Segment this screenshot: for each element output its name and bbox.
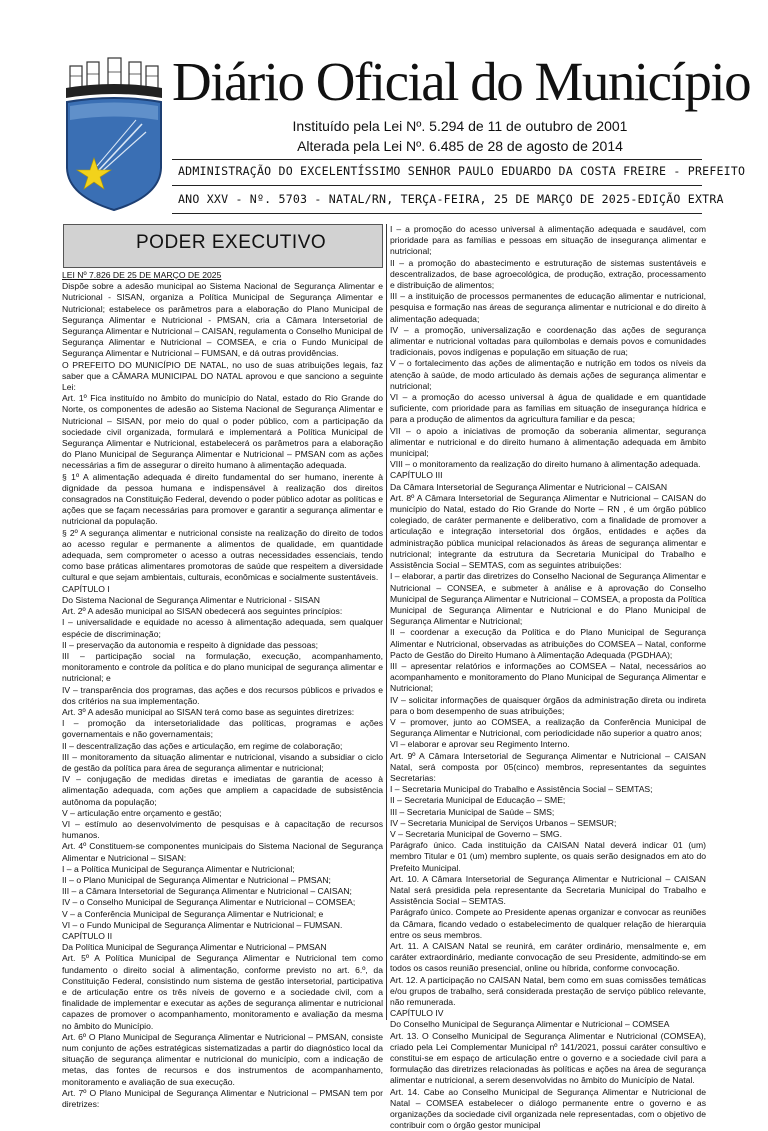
chapter-title: Do Sistema Nacional de Segurança Alimentar e Nutricional - SISAN [62, 594, 320, 605]
chapter-heading: Do Conselho Municipal de Segurança Alimentar e Nutricional – COMSEA [390, 1019, 670, 1030]
law-summary: Dispõe sobre a adesão municipal ao Sistema Nacional de Segurança Alimentar e Nutricional - SISAN, organiza a Política Municipal de Segurança Alimentar e Nutricional; estabelece os parâmetros para a elaboração do Plano Municipal de Segurança Alimentar e Nutricional - PMSAN, cria a Câmara Intersetorial de Segurança Alimentar e Nutricional – CAISAN, regulamenta o Conselho Municipal de Segurança Alimentar e Nutricional – COMSEA, e cria o Fundo Municipal de Segurança Alimentar e Nutricional – FUMSAN, e dá outras providências. [62, 281, 383, 359]
paragraph: Art. 14. Cabe ao Conselho Municipal de Segurança Alimentar e Nutricional de Natal – COMSEA estabelecer o diálogo permanente entre o governo e as organizações da sociedade civil organizada nele representadas, com o objetivo de contribuir com o órgão gestor municipal [390, 1086, 706, 1131]
paragraph: I – a promoção do acesso universal à alimentação adequada e saudável, com prioridade para as famílias e pessoas em situação de insegurança alimentar e nutricional; [390, 224, 706, 257]
paragraph: VIII – o monitoramento da realização do direito humano à alimentação adequada. [390, 459, 701, 470]
paragraph: II – preservação da autonomia e respeito à dignidade das pessoas; [62, 639, 319, 650]
chapter-heading: CAPÍTULO II [62, 930, 113, 941]
paragraph: Art. 9º A Câmara Intersetorial de Segurança Alimentar e Nutricional – CAISAN Natal, será composta por 05(cinco) membros, representantes da seguintes Secretarias: [390, 750, 706, 783]
paragraph: Art. 10. A Câmara Intersetorial de Segurança Alimentar e Nutricional – CAISAN Natal será presidida pela representante da Secretaria Municipal do Trabalho e Assistência Social – SEMTAS. [390, 873, 706, 907]
paragraph: IV – solicitar informações de quaisquer órgãos da administração direta ou indireta para o bom desempenho de suas atribuições; [390, 694, 706, 716]
paragraph: Art. 11. A CAISAN Natal se reunirá, em caráter ordinário, mensalmente e, em caráter extraordinário, mediante convocação de seu Presidente, admitindo-se em todos os casos reunião presencial, online ou híbrida, conforme convocação. [390, 941, 706, 974]
paragraph: II – descentralização das ações e articulação, em regime de colaboração; [62, 740, 343, 751]
paragraph: V – articulação entre orçamento e gestão; [62, 807, 222, 818]
chapter-title: Da Política Municipal de Segurança Alimentar e Nutricional – PMSAN [62, 942, 327, 953]
paragraph: VI – a promoção do acesso universal à água de qualidade e em quantidade suficiente, com prioridade para as famílias em situação de insegurança hídrica e para a produção de alimentos da agricultura familiar e da pesca; [390, 392, 706, 425]
section-title: PODER EXECUTIVO [136, 232, 327, 253]
administration-line: ADMINISTRAÇÃO DO EXCELENTÍSSIMO SENHOR PAULO EDUARDO DA COSTA FREIRE - PREFEITO [178, 164, 746, 178]
paragraph: Art. 3º A adesão municipal ao SISAN terá como base as seguintes diretrizes: [62, 706, 355, 717]
paragraph: I – universalidade e equidade no acesso à alimentação adequada, sem qualquer espécie de discriminação; [62, 617, 383, 639]
amendment-law: Alterada pela Lei Nº. 6.485 de 28 de agosto de 2014 [297, 138, 623, 154]
paragraph: § 1º A alimentação adequada é direito fundamental do ser humano, inerente à dignidade da pessoa humana e indispensável à realização dos direitos consagrados na Constituição Federal, devendo o poder público adotar as políticas e ações que se façam necessárias para promover e garantir a segurança alimentar e nutricional da população. [62, 471, 383, 527]
municipal-crest-icon [64, 58, 164, 210]
paragraph: I – a Política Municipal de Segurança Alimentar e Nutricional; [62, 863, 295, 874]
paragraph: IV – a promoção, universalização e coordenação das ações de segurança alimentar e nutricional voltadas para quilombolas e demais povos e comunidades tradicionais, povos indígenas e população em situação de rua; [390, 324, 706, 358]
edition-line: ANO XXV - Nº. 5703 - NATAL/RN, TERÇA-FEIRA, 25 DE MARÇO DE 2025-EDIÇÃO EXTRA [178, 192, 724, 206]
paragraph: III – monitoramento da situação alimentar e nutricional, visando a subsidiar o ciclo de gestão da política para área de segurança alimentar e nutricional; [62, 751, 383, 773]
paragraph: II – o Plano Municipal de Segurança Alimentar e Nutricional – PMSAN; [62, 874, 331, 885]
paragraph: IV – Secretaria Municipal de Serviços Urbanos – SEMSUR; [390, 817, 617, 828]
paragraph: I – promoção da intersetorialidade das políticas, programas e ações governamentais e não governamentais; [62, 718, 383, 740]
paragraph: § 2º A segurança alimentar e nutricional consiste na realização do direito de todos ao acesso regular e permanente a alimentos de qualidade, em quantidade adequada, sem comprometer o acesso a outras necessidades essenciais, tendo como base práticas alimentares promotoras de saúde que respeitem a diversidade cultural e que sejam ambientais, culturais, econômicas e socialmente sustentáveis. [62, 527, 383, 583]
left-column [62, 270, 383, 1110]
paragraph: VII – o apoio a iniciativas de promoção da soberania alimentar, segurança alimentar e nutricional e do direito humano à alimentação adequada em âmbito municipal; [390, 425, 706, 459]
paragraph: I – elaborar, a partir das diretrizes do Conselho Nacional de Segurança Alimentar e Nutricional – CONSEA, e submeter à análise e à aprovação do Conselho Municipal de Segurança Alimentar e Nutricional – COMSEA, a proposta da Política Municipal de Segurança Alimentar e Nutricional e do Plano Municipal de Segurança Alimentar e Nutricional; [390, 571, 706, 627]
paragraph: III – a instituição de processos permanentes de educação alimentar e nutricional, pesquisa e formação nas áreas de segurança alimentar e nutricional e do direito à alimentação adequada; [390, 291, 706, 324]
paragraph: Art. 6º O Plano Municipal de Segurança Alimentar e Nutricional – PMSAN, consiste num conjunto de ações estratégicas sistematizadas a partir do diagnóstico local da situação de segurança alimentar e nutricional do município, com a indicação de metas, das fontes de recursos e dos instrumentos de acompanhamento, monitoramento e avaliação de sua execução. [62, 1031, 383, 1087]
paragraph: I – Secretaria Municipal do Trabalho e Assistência Social – SEMTAS; [390, 784, 653, 795]
masthead [0, 0, 768, 222]
paragraph: V – promover, junto ao COMSEA, a realização da Conferência Municipal de Segurança Alimentar e Nutricional, com periodicidade não superior a quatro anos; [390, 716, 706, 739]
chapter-title: Da Câmara Intersetorial de Segurança Alimentar e Nutricional – CAISAN [390, 481, 668, 492]
paragraph: Art. 7º O Plano Municipal de Segurança Alimentar e Nutricional – PMSAN tem por diretrizes: [62, 1087, 383, 1110]
paragraph: III – a Câmara Intersetorial de Segurança Alimentar e Nutricional – CAISAN; [62, 886, 352, 897]
paragraph: VI – estímulo ao desenvolvimento de pesquisas e à capacitação de recursos humanos. [62, 818, 383, 841]
paragraph: II – Secretaria Municipal de Educação – SME; [390, 795, 566, 806]
paragraph: V – Secretaria Municipal de Governo – SMG. [390, 828, 562, 839]
paragraph: V – a Conferência Municipal de Segurança Alimentar e Nutricional; e [62, 908, 324, 919]
paragraph: III – apresentar relatórios e informações ao COMSEA – Natal, necessários ao acompanhamento e monitoramento do Plano Municipal de Segurança Alimentar e Nutricional; [390, 660, 706, 694]
chapter-heading: CAPÍTULO I [62, 583, 110, 594]
paragraph: Art. 2º A adesão municipal ao SISAN obedecerá aos seguintes princípios: [62, 606, 343, 617]
paragraph: Art. 12. A participação no CAISAN Natal, bem como em suas comissões temáticas e/ou grupos de trabalho, será considerada prestação de serviço público relevante, não remunerada. [390, 974, 706, 1008]
paragraph: V – o fortalecimento das ações de alimentação e nutrição em todos os níveis da atenção à saúde, de modo articulado às demais ações de segurança alimentar e nutricional; [390, 358, 706, 391]
paragraph: IV – o Conselho Municipal de Segurança Alimentar e Nutricional – COMSEA; [62, 897, 356, 908]
paragraph: IV – transparência dos programas, das ações e dos recursos públicos e privados e dos critérios na sua implementação. [62, 684, 383, 706]
right-column [390, 224, 706, 1131]
paragraph: CAPÍTULO IV [390, 1008, 444, 1019]
divider-line [172, 213, 702, 214]
paragraph: VI – o Fundo Municipal de Segurança Alimentar e Nutricional – FUMSAN. [62, 919, 343, 930]
law-title: LEI Nº 7.826 DE 25 DE MARÇO DE 2025 [62, 270, 222, 280]
paragraph: III – participação social na formulação, execução, acompanhamento, monitoramento e controle da política e do plano municipal de segurança alimentar e nutricional; e [62, 650, 383, 684]
paragraph: VI – elaborar e aprovar seu Regimento Interno. [390, 739, 570, 750]
newspaper-title: Diário Oficial do Município [172, 51, 751, 112]
institution-law: Instituído pela Lei Nº. 5.294 de 11 de outubro de 2001 [292, 118, 628, 134]
paragraph: Art. 8º A Câmara Intersetorial de Segurança Alimentar e Nutricional – CAISAN do município do Natal, estado do Rio Grande do Norte – RN , é um órgão público colegiado, de caráter permanente e deliberativo, com a finalidade de promover a articulação e integração intersetorial dos órgãos, entidades e ações da administração pública municipal relacionados às áreas de segurança alimentar e nutricional; integrante da estrutura da Secretaria Municipal do Trabalho e Assistência Social – SEMTAS, com as seguintes atribuições: [390, 492, 706, 571]
divider-line [172, 185, 702, 186]
paragraph: Parágrafo único. Cada instituição da CAISAN Natal deverá indicar 01 (um) membro Titular e 01 (um) membro suplente, os quais serão designados em ato do Prefeito Municipal. [390, 840, 706, 873]
paragraph: Parágrafo único. Compete ao Presidente apenas organizar e convocar as reuniões da Câmara, ficando vedado o estabelecimento de qualquer relação de hierarquia entre os seus membros. [390, 907, 706, 940]
paragraph: IV – conjugação de medidas diretas e imediatas de garantia de acesso à alimentação adequada, com ações que ampliem a capacidade de subsistência autônoma da população; [62, 774, 383, 807]
section-heading [63, 224, 383, 268]
paragraph: III – Secretaria Municipal de Saúde – SMS; [390, 806, 555, 817]
paragraph: II – a promoção do abastecimento e estruturação de sistemas sustentáveis e descentralizados, de base agroecológica, de produção, extração, processamento e distribuição de alimentos; [390, 257, 706, 291]
chapter-title: Art. 13. O Conselho Municipal de Segurança Alimentar e Nutricional (COMSEA), criado pela Lei Complementar Municipal nº 141/2021, possui caráter consultivo e constitui-se em espaço de articulação entre o governo e a sociedade civil para a formulação das diretrizes relacionadas às políticas e ações na área de segurança alimentar e nutricional, a serem desenvolvidas no âmbito do Município de Natal. [390, 1030, 706, 1086]
paragraph: Art. 4º Constituem-se componentes municipais do Sistema Nacional de Segurança Alimentar e Nutricional – SISAN: [62, 841, 383, 863]
paragraph: Art. 1º Fica instituído no âmbito do município do Natal, estado do Rio Grande do Norte, os componentes de adesão ao Sistema Nacional de Segurança Alimentar e Nutricional – SISAN, por meio do qual o poder público, com a participação da sociedade civil organizada, formulará e implementará a Política Municipal de Segurança Alimentar e Nutricional, estabelecerá os parâmetros para a elaboração do Plano Municipal de Segurança Alimentar e Nutricional – PMSAN com as ações necessárias a fim de assegurar o direito humano à alimentação adequada. [62, 393, 383, 471]
divider-line [172, 159, 702, 160]
chapter-heading: CAPÍTULO III [390, 470, 443, 481]
paragraph: O PREFEITO DO MUNICÍPIO DE NATAL, no uso de suas atribuições legais, faz saber que a CÂMARA MUNICIPAL DO NATAL aprovou e que sanciono a seguinte Lei: [62, 359, 383, 393]
paragraph: Art. 5º A Política Municipal de Segurança Alimentar e Nutricional tem como fundamento o direito social à alimentação, conforme previsto no art. 6.º, da Constituição Federal, consistindo num sistema de gestão intersetorial, participativa e de articulação entre os três níveis de governo e a sociedade civil, com a finalidade de implementar e executar as ações de segurança alimentar e nutricional capazes de promover o acompanhamento, monitoramento e avaliação da mesma no âmbito do Município. [62, 953, 383, 1031]
paragraph: II – coordenar a execução da Política e do Plano Municipal de Segurança Alimentar e Nutricional, observadas as atribuições do COMSEA – Natal, conforme Pacto de Gestão do Direito Humano à Alimentação Adequada (PGDHAA); [390, 627, 706, 660]
column-divider [386, 224, 387, 1020]
